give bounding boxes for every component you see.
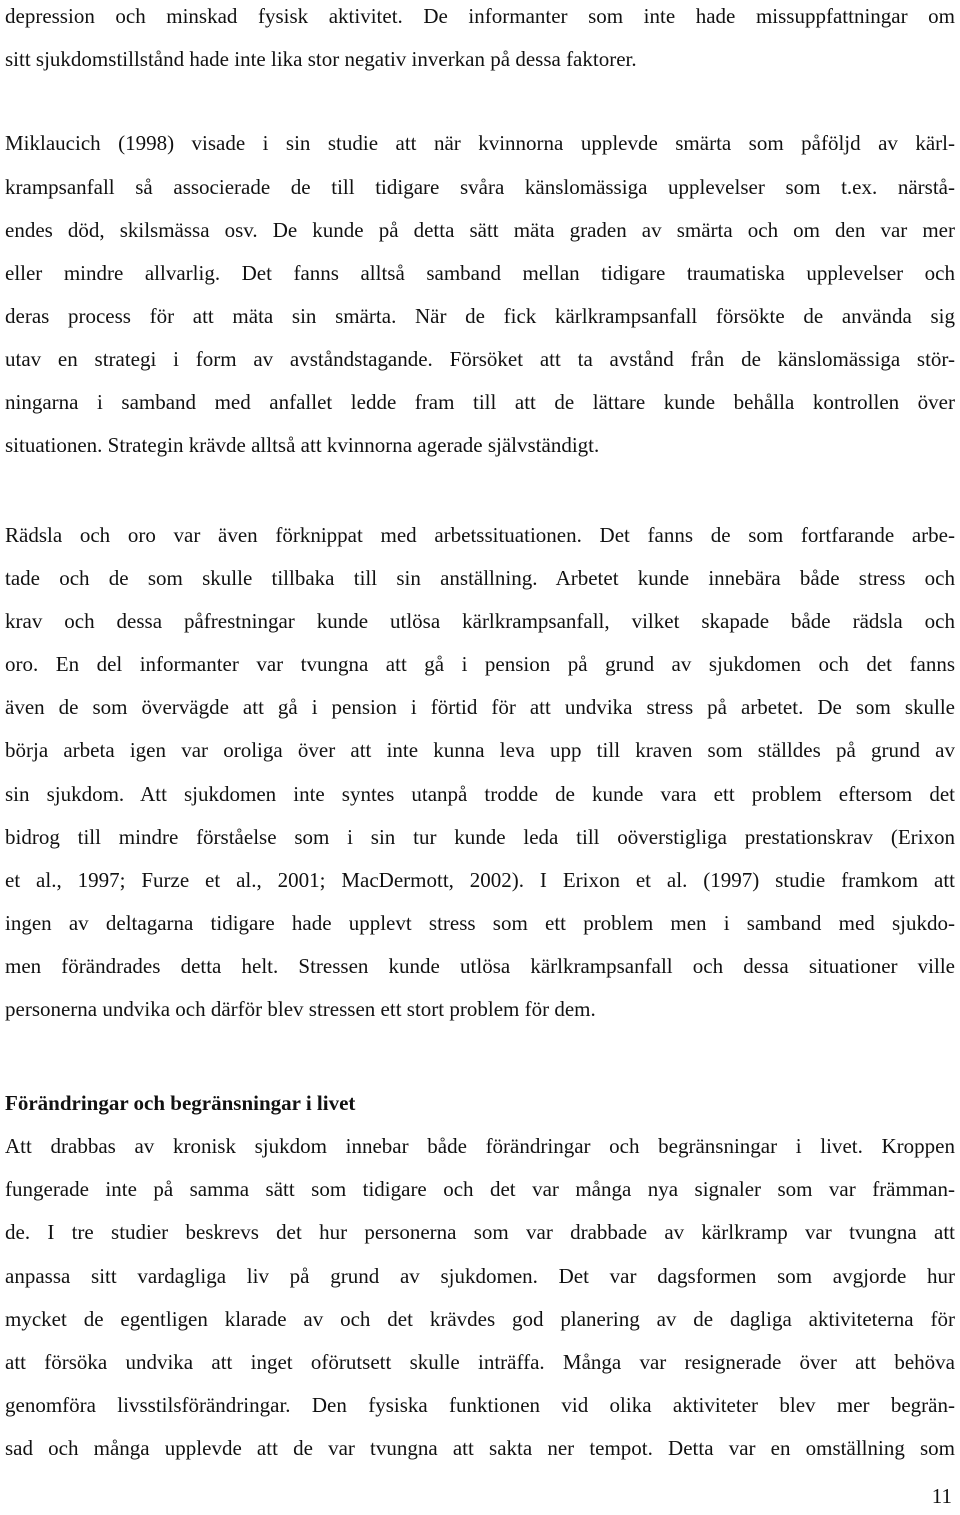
text-line: ningarna i samband med anfallet ledde fram till att de lättare kunde behålla kontrollen över xyxy=(5,390,955,414)
section-heading: Förändringar och begränsningar i livet xyxy=(5,1091,356,1115)
text-line: utav en strategi i form av avståndstagande. Försöket att ta avstånd från de känslomässiga stör- xyxy=(5,347,955,371)
text-line: personerna undvika och därför blev stressen ett stort problem för dem. xyxy=(5,997,596,1021)
text-line: situationen. Strategin krävde alltså att kvinnorna agerade självständigt. xyxy=(5,433,600,457)
text-line: de. I tre studier beskrevs det hur personerna som var drabbade av kärlkramp var tvungna att xyxy=(5,1220,955,1244)
text-line: et al., 1997; Furze et al., 2001; MacDermott, 2002). I Erixon et al. (1997) studie framkom att xyxy=(5,868,955,892)
text-line: krampsanfall så associerade de till tidigare svåra känslomässiga upplevelser som t.ex. närstå- xyxy=(5,175,955,199)
text-line: Miklaucich (1998) visade i sin studie att när kvinnorna upplevde smärta som påföljd av kärl- xyxy=(5,131,955,155)
text-line: fungerade inte på samma sätt som tidigare och det var många nya signaler som var främman- xyxy=(5,1177,955,1201)
text-line: Rädsla och oro var även förknippat med arbetssituationen. Det fanns de som fortfarande arbe- xyxy=(5,523,955,547)
page-number: 11 xyxy=(931,1484,952,1508)
text-line: genomföra livsstilsförändringar. Den fysiska funktionen vid olika aktiviteter blev mer begrän- xyxy=(5,1393,955,1417)
text-line: ingen av deltagarna tidigare hade upplevt stress som ett problem men i samband med sjukdo- xyxy=(5,911,955,935)
text-line: eller mindre allvarlig. Det fanns alltså samband mellan tidigare traumatiska upplevelser och xyxy=(5,261,955,285)
text-line: att försöka undvika att inget oförutsett skulle inträffa. Många var resignerade över att behöva xyxy=(5,1350,955,1374)
text-line: endes död, skilsmässa osv. De kunde på detta sätt mäta graden av smärta och om den var mer xyxy=(5,218,955,242)
text-line: men förändrades detta helt. Stressen kunde utlösa kärlkrampsanfall och dessa situationer ville xyxy=(5,954,955,978)
text-line: börja arbeta igen var oroliga över att inte kunna leva upp till kraven som ställdes på grund av xyxy=(5,738,955,762)
text-line: sad och många upplevde att de var tvungna att sakta ner tempot. Detta var en omställning som xyxy=(5,1436,955,1460)
text-line: även de som övervägde att gå i pension i förtid för att undvika stress på arbetet. De som skulle xyxy=(5,695,955,719)
text-line: sitt sjukdomstillstånd hade inte lika stor negativ inverkan på dessa faktorer. xyxy=(5,47,637,71)
text-line: anpassa sitt vardagliga liv på grund av sjukdomen. Det var dagsformen som avgjorde hur xyxy=(5,1264,955,1288)
text-line: sin sjukdom. Att sjukdomen inte syntes utanpå trodde de kunde vara ett problem eftersom det xyxy=(5,782,955,806)
text-line: Att drabbas av kronisk sjukdom innebar både förändringar och begränsningar i livet. Kroppen xyxy=(5,1134,955,1158)
text-line: tade och de som skulle tillbaka till sin anställning. Arbetet kunde innebära både stress och xyxy=(5,566,955,590)
text-line: bidrog till mindre förståelse som i sin tur kunde leda till oöverstigliga prestationskrav (Erixon xyxy=(5,825,955,849)
text-line: depression och minskad fysisk aktivitet. De informanter som inte hade missuppfattningar om xyxy=(5,4,955,28)
text-line: oro. En del informanter var tvungna att gå i pension på grund av sjukdomen och det fanns xyxy=(5,652,955,676)
text-line: deras process för att mäta sin smärta. När de fick kärlkrampsanfall försökte de använda sig xyxy=(5,304,955,328)
text-line: mycket de egentligen klarade av och det krävdes god planering av de dagliga aktiviteterna för xyxy=(5,1307,955,1331)
text-line: krav och dessa påfrestningar kunde utlösa kärlkrampsanfall, vilket skapade både rädsla och xyxy=(5,609,955,633)
